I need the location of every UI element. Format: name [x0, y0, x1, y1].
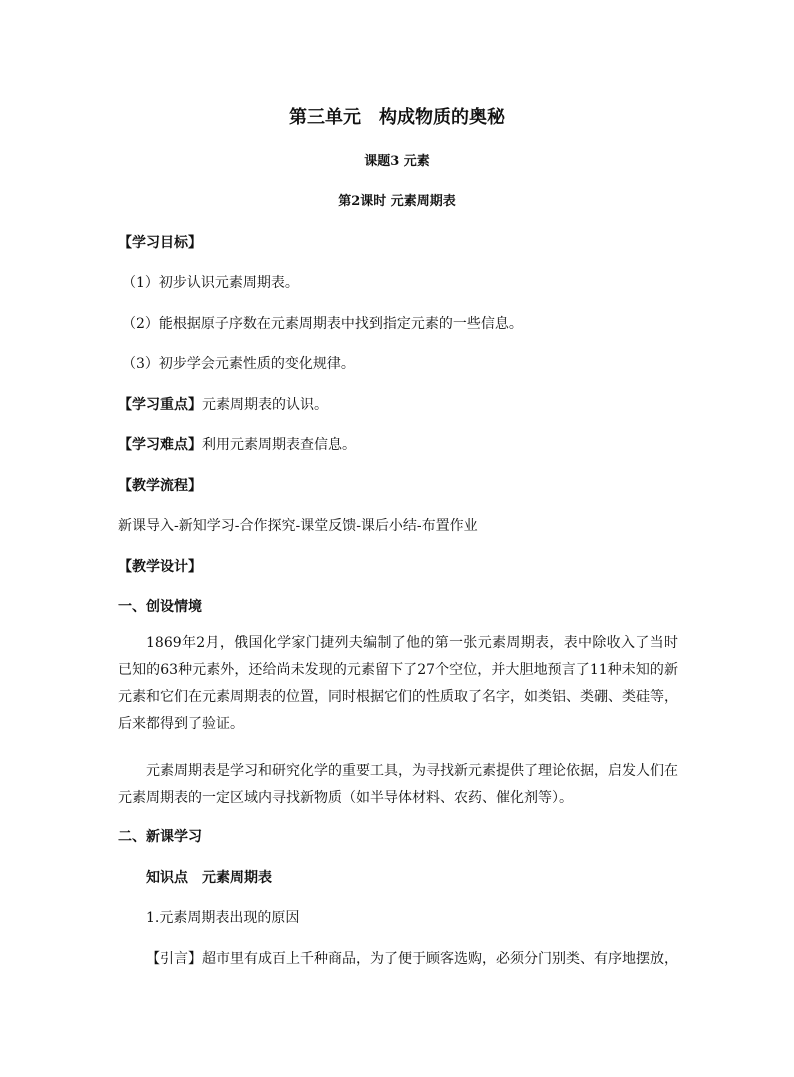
section1-paragraph-2 — [118, 758, 678, 812]
section1-paragraph-2-text: 元素周期表是学习和研究化学的重要工具，为寻找新元素提供了理论依据，启发人们在元素周期表的一定区域内寻找新物质（如半导体材料、农药、催化剂等）。 — [118, 763, 678, 806]
objective-item-3: （3）初步学会元素性质的变化规律。 — [122, 356, 355, 372]
subsection-1: 1.元素周期表出现的原因 — [146, 910, 300, 926]
unit-title: 第三单元 构成物质的奥秘 — [289, 107, 505, 128]
intro — [146, 949, 678, 969]
objectives-heading: 【学习目标】 — [118, 235, 202, 251]
section1-paragraph-1-text: 1869年2月，俄国化学家门捷列夫编制了他的第一张元素周期表，表中除收入了当时已知的63种元素外，还给尚未发现的元素留下了27个空位，并大胆地预言了11种未知的新元素和它们在元素周期表的位置，同时根据它们的性质取了名字，如类铝、类硼、类硅等，后来都得到了验证。 — [118, 635, 678, 732]
key-point-label: 【学习重点】 — [118, 397, 202, 413]
process-text: 新课导入-新知学习-合作探究-课堂反馈-课后小结-布置作业 — [118, 518, 478, 534]
knowledge-point: 知识点 元素周期表 — [146, 870, 272, 886]
difficulty-text: 利用元素周期表查信息。 — [202, 437, 356, 453]
difficulty-label: 【学习难点】 — [118, 437, 202, 453]
key-point-text: 元素周期表的认识。 — [202, 397, 328, 413]
section1-heading: 一、创设情境 — [118, 599, 202, 615]
section2-heading: 二、新课学习 — [118, 829, 202, 845]
key-point — [118, 395, 328, 415]
difficulty — [118, 435, 356, 455]
intro-label: 【引言】 — [146, 951, 202, 967]
section1-paragraph-1 — [118, 630, 678, 738]
objective-item-1: （1）初步认识元素周期表。 — [122, 275, 299, 291]
design-heading: 【教学设计】 — [118, 559, 202, 575]
period-title: 第2课时 元素周期表 — [338, 194, 456, 209]
lesson-title: 课题3 元素 — [364, 154, 430, 169]
intro-text: 超市里有成百上千种商品，为了便于顾客选购，必须分门别类、有序地摆放， — [202, 951, 678, 967]
objective-item-2: （2）能根据原子序数在元素周期表中找到指定元素的一些信息。 — [122, 316, 523, 332]
process-heading: 【教学流程】 — [118, 478, 202, 494]
